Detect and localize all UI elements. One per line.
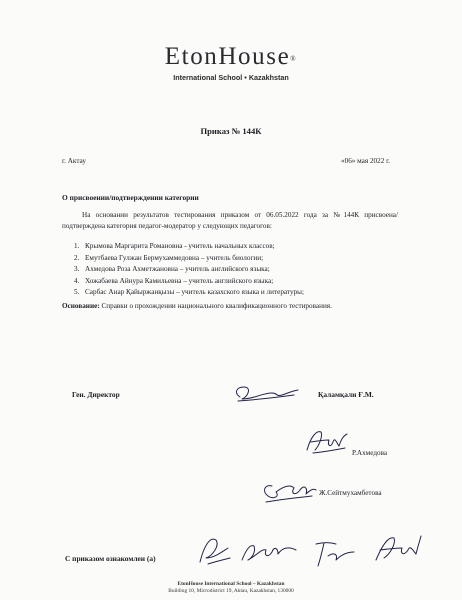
list-item xyxy=(62,287,304,299)
teacher-entry: Хожабаева Айнура Камильевна – учитель английского языка; xyxy=(85,276,274,285)
teacher-entry: Ахмедова Роза Ахметжановна – учитель английского языка; xyxy=(85,265,270,273)
order-date: «06» мая 2022 г. xyxy=(341,157,391,165)
signatory-name: Ж.Сейтмухамбетова xyxy=(319,489,382,497)
teacher-list xyxy=(62,241,304,299)
list-item xyxy=(62,241,304,253)
signature-seitmukhambetova xyxy=(260,478,318,508)
list-number: 3. xyxy=(74,265,80,273)
acknowledgement-signature-2 xyxy=(238,534,300,568)
registered-mark: ® xyxy=(290,55,298,63)
director-title: Ген. Директор xyxy=(72,390,120,399)
list-number: 1. xyxy=(74,242,80,250)
acknowledgement-signature-1 xyxy=(194,532,234,568)
acknowledgement-signature-3 xyxy=(310,536,358,570)
director-name: Қаламқали Ғ.М. xyxy=(318,390,374,399)
acknowledgement-label: С приказом ознакомлен (а) xyxy=(65,554,156,563)
teacher-entry: Емутбаева Гулжан Бермухаммедовна – учитель биологии; xyxy=(85,253,264,262)
order-intro: На основании результатов тестирования приказом от 06.05.2022 года за №144К присвоена/подтверждена категория педагог-модератор у следующих педагогов: xyxy=(62,211,398,230)
order-title: Приказ № 144К xyxy=(200,126,262,136)
teacher-entry: Сарбас Анар Қайыржанқызы – учитель казахского языка и литературы; xyxy=(85,288,304,296)
basis-label: Основание: xyxy=(62,302,100,310)
order-subject: О присвоении/подтверждении категории xyxy=(62,193,199,202)
signature-akhmedova xyxy=(303,428,349,456)
list-item xyxy=(62,264,304,276)
list-number: 5. xyxy=(74,288,80,296)
letterhead xyxy=(0,44,462,82)
page-footer xyxy=(0,581,462,595)
brand-subtitle: International School • Kazakhstan xyxy=(173,73,289,82)
director-signature xyxy=(232,383,302,405)
list-number: 2. xyxy=(74,253,80,262)
order-basis xyxy=(62,302,332,310)
footer-school: EtonHouse International School – Kazakhstan xyxy=(177,581,285,587)
brand-logo: EtonHouse® xyxy=(164,43,298,70)
basis-text: Справки о прохождении национального квалификационного тестирования. xyxy=(101,302,332,310)
signatory-name: Р.Ахмедова xyxy=(352,449,388,457)
list-item xyxy=(62,253,304,265)
place: г. Актау xyxy=(62,157,86,165)
footer-address: Building 10, Microdistrict 19, Aktau, Kazakhstan, 130000 xyxy=(168,588,294,594)
list-item xyxy=(62,276,304,288)
teacher-entry: Крымова Маргарита Романовна - учитель начальных классов; xyxy=(85,242,275,250)
acknowledgement-signature-4 xyxy=(372,530,422,566)
list-number: 4. xyxy=(74,276,80,285)
